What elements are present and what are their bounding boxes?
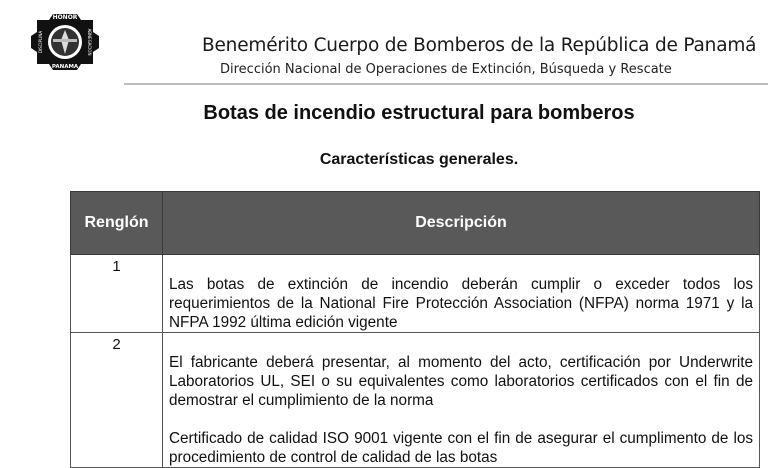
header-description: Descripción: [163, 192, 760, 255]
description-paragraph: El fabricante deberá presentar, al momento del acto, certificación por Underwrite Laboratorios UL, SEI o su equivalentes como laboratorios certificados con el fin de demostrar el cumplimiento de la norma: [169, 354, 753, 409]
table-row: [71, 255, 760, 333]
header-divider: [124, 83, 768, 85]
row-number: 2: [71, 333, 163, 468]
organization-name: Benemérito Cuerpo de Bomberos de la República de Panamá: [202, 35, 757, 56]
department-name: Dirección Nacional de Operaciones de Extinción, Búsqueda y Rescate: [220, 62, 672, 77]
logo-bottom-text: PANAMA: [51, 64, 79, 70]
row-number: 1: [71, 255, 163, 333]
row-description: [163, 333, 760, 468]
table-row: [71, 333, 760, 468]
fire-department-logo: [25, 6, 105, 78]
table-header-row: [71, 192, 760, 255]
header-number: Renglón: [71, 192, 163, 255]
row-description: [163, 255, 760, 333]
document-subtitle: Características generales.: [319, 151, 519, 168]
logo-top-text: HONOR: [52, 14, 78, 21]
specifications-table: [70, 191, 760, 468]
description-paragraph: Certificado de calidad ISO 9001 vigente con el fin de asegurar el cumplimento de los procedimiento de control de calidad de las botas: [169, 430, 753, 466]
description-paragraph: Las botas de extinción de incendio deberán cumplir o exceder todos los requerimientos de la National Fire Protección Association (NFPA) norma 1971 y la NFPA 1992 última edición vigente: [169, 276, 753, 331]
document-title: Botas de incendio estructural para bomberos: [203, 102, 635, 124]
logo-left-text: DISCIPLINA: [38, 30, 43, 54]
logo-right-text: ABNEGACION: [87, 28, 92, 56]
